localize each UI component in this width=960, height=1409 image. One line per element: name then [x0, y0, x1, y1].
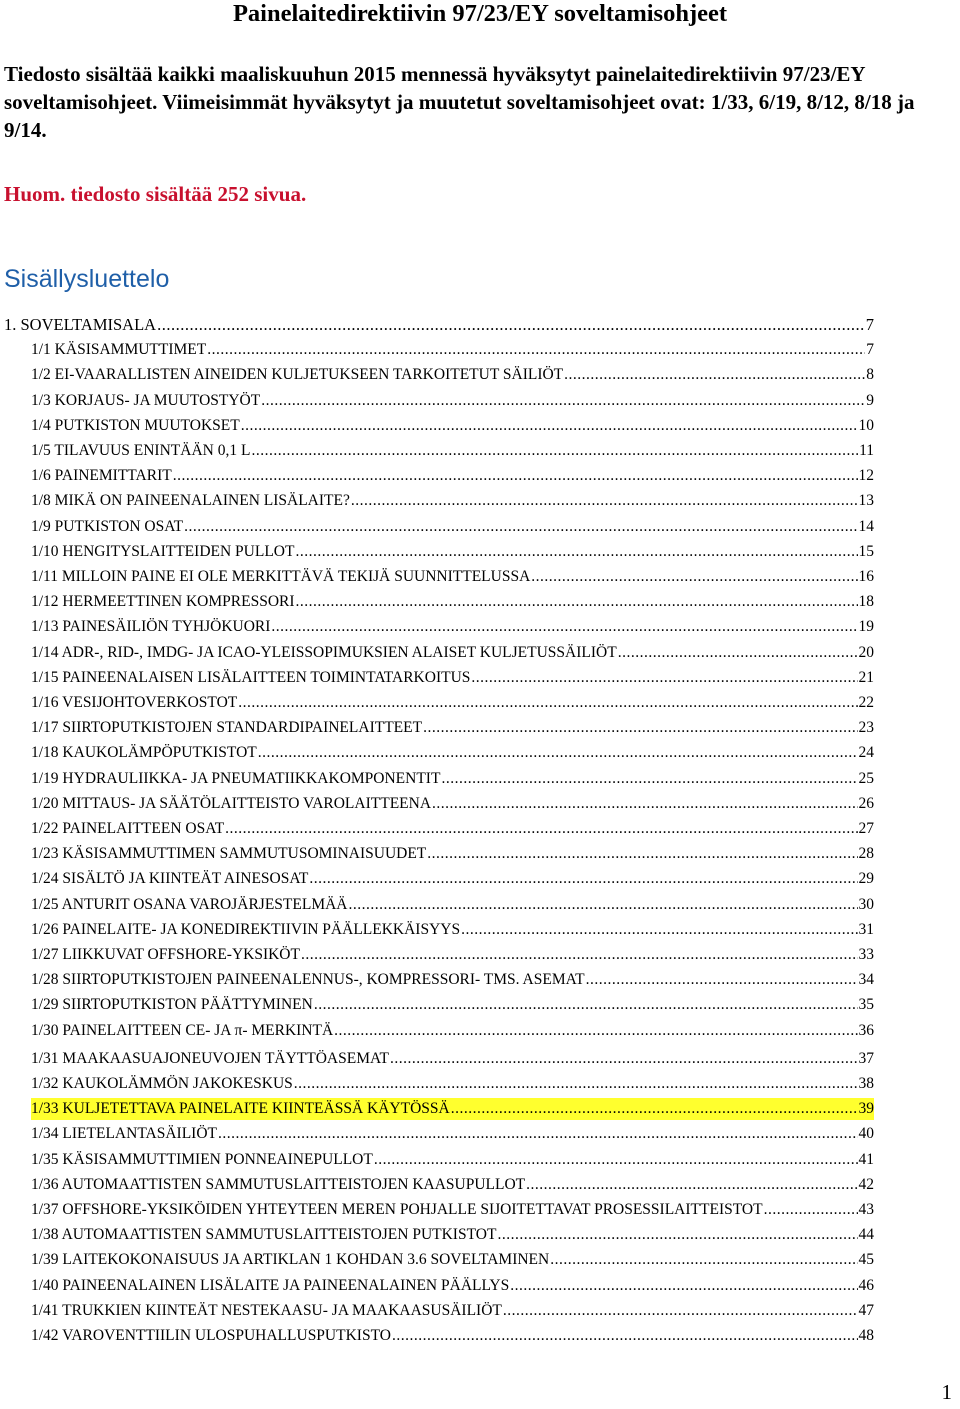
- toc-leader-dots: [451, 1098, 858, 1120]
- toc-entry-page: 23: [858, 719, 874, 737]
- toc-entry[interactable]: [31, 1224, 874, 1246]
- toc-entry[interactable]: [31, 364, 874, 386]
- toc-entry-label: 1/25 ANTURIT OSANA VAROJÄRJESTELMÄÄ: [31, 895, 348, 913]
- toc-leader-dots: [471, 667, 857, 689]
- toc-leader-dots: [427, 843, 857, 865]
- toc-entry-label: 1/3 KORJAUS- JA MUUTOSTYÖT: [31, 391, 261, 409]
- toc-leader-dots: [207, 339, 865, 361]
- toc-leader-dots: [295, 541, 857, 563]
- toc-entry-page: 42: [858, 1175, 874, 1193]
- toc-leader-dots: [526, 1174, 857, 1196]
- toc-entry-label: 1/13 PAINESÄILIÖN TYHJÖKUORI: [31, 618, 271, 636]
- toc-entry-label: 1/41 TRUKKIEN KIINTEÄT NESTEKAASU- JA MAAKAASUSÄILIÖT: [31, 1301, 502, 1319]
- toc-leader-dots: [618, 642, 858, 664]
- toc-entry-label: 1/17 SIIRTOPUTKISTOJEN STANDARDIPAINELAITTEET: [31, 719, 423, 737]
- toc-entry[interactable]: [31, 717, 874, 739]
- toc-entry[interactable]: [31, 1123, 874, 1145]
- toc-leader-dots: [334, 1020, 857, 1042]
- toc-entry-label: 1/40 PAINEENALAINEN LISÄLAITE JA PAINEENALAINEN PÄÄLLYS: [31, 1276, 510, 1294]
- toc-entry[interactable]: [31, 742, 874, 764]
- toc-entry-page: 18: [858, 593, 874, 611]
- toc-leader-dots: [173, 465, 858, 487]
- page-number: 1: [941, 1380, 952, 1404]
- toc-entry-page: 46: [858, 1276, 874, 1294]
- toc-entry-page: 43: [858, 1201, 874, 1218]
- toc-leader-dots: [432, 793, 857, 815]
- toc-entry-label: 1/18 KAUKOLÄMPÖPUTKISTOT: [31, 744, 257, 762]
- toc-entry[interactable]: [31, 768, 874, 790]
- toc-entry[interactable]: [31, 1098, 874, 1120]
- toc-entry-label: 1/28 SIIRTOPUTKISTOJEN PAINEENALENNUS-, KOMPRESSORI- TMS. ASEMAT: [31, 971, 585, 989]
- toc-entry-label: 1/39 LAITEKOKONAISUUS JA ARTIKLAN 1 KOHDAN 3.6 SOVELTAMINEN: [31, 1251, 550, 1269]
- document-title: Painelaitedirektiivin 97/23/EY soveltamisohjeet: [232, 0, 728, 27]
- toc-entry-label: 1/32 KAUKOLÄMMÖN JAKOKESKUS: [31, 1075, 293, 1092]
- toc-entry[interactable]: [31, 1020, 874, 1042]
- toc-entry[interactable]: [31, 566, 874, 588]
- toc-entry-page: 35: [858, 996, 874, 1014]
- toc-entry-page: 25: [858, 769, 874, 787]
- toc-leader-dots: [238, 692, 857, 714]
- toc-leader-dots: [423, 717, 857, 739]
- toc-entry-page: 15: [858, 542, 874, 560]
- toc-leader-dots: [157, 314, 865, 336]
- toc-leader-dots: [349, 894, 858, 916]
- toc-entry-label: 1/24 SISÄLTÖ JA KIINTEÄT AINESOSAT: [31, 870, 309, 888]
- toc-entry[interactable]: [31, 667, 874, 689]
- toc-entry-page: 31: [858, 920, 874, 938]
- toc-entry-page: 20: [858, 643, 874, 661]
- toc-entry[interactable]: [31, 793, 874, 815]
- toc-leader-dots: [309, 868, 857, 890]
- toc-entry-label: 1/35 KÄSISAMMUTTIMIEN PONNEAINEPULLOT: [31, 1150, 373, 1168]
- toc-entry-label: 1/29 SIIRTOPUTKISTON PÄÄTTYMINEN: [31, 996, 313, 1014]
- toc-entry-label: 1/42 VAROVENTTIILIN ULOSPUHALLUSPUTKISTO: [31, 1327, 391, 1344]
- toc-entry[interactable]: [31, 1275, 874, 1297]
- toc-entry[interactable]: [31, 1149, 874, 1171]
- toc-entry-label: 1/16 VESIJOHTOVERKOSTOT: [31, 694, 238, 711]
- toc-leader-dots: [301, 944, 858, 966]
- toc-entry-page: 34: [858, 971, 874, 989]
- toc-leader-dots: [531, 566, 857, 588]
- toc-entry-label: 1/37 OFFSHORE-YKSIKÖIDEN YHTEYTEEN MEREN POHJALLE SIJOITETTAVAT PROSESSILAITTEISTOT: [31, 1201, 763, 1218]
- toc-entry-label: 1/5 TILAVUUS ENINTÄÄN 0,1 L: [31, 442, 251, 459]
- toc-entry-page: 10: [858, 416, 874, 434]
- toc-entry-label: 1/12 HERMEETTINEN KOMPRESSORI: [31, 593, 295, 611]
- toc-entry-page: 26: [858, 794, 874, 812]
- toc-entry-page: 9: [866, 391, 874, 409]
- toc-entry-page: 11: [859, 442, 874, 459]
- toc-entry-page: 36: [858, 1021, 874, 1039]
- toc-leader-dots: [374, 1149, 858, 1171]
- toc-entry-page: 29: [858, 870, 874, 888]
- toc-leader-dots: [258, 742, 858, 764]
- toc-leader-dots: [510, 1275, 857, 1297]
- toc-entry-page: 13: [858, 492, 874, 510]
- toc-entry[interactable]: [31, 1325, 874, 1347]
- toc-entry-label: 1/4 PUTKISTON MUUTOKSET: [31, 416, 240, 434]
- toc-leader-dots: [271, 616, 857, 638]
- intro-paragraph: Tiedosto sisältää kaikki maaliskuuhun 2015 mennessä hyväksytyt painelaitedirektiivin 97/23/EY soveltamisohjeet. Viimeisimmät hyväksytyt ja muutetut soveltamisohjeet ovat: 1/33, 6/19, 8/12, 8/18 ja 9/14.: [4, 62, 915, 142]
- toc-leader-dots: [441, 768, 857, 790]
- toc-entry[interactable]: [31, 944, 874, 966]
- toc-entry-page: 37: [858, 1049, 874, 1067]
- toc-entry[interactable]: [31, 1174, 874, 1196]
- toc-entry-label: 1/1 KÄSISAMMUTTIMET: [31, 341, 207, 359]
- toc-entry[interactable]: [31, 616, 874, 638]
- toc-entry[interactable]: [31, 440, 874, 462]
- toc-leader-dots: [503, 1300, 858, 1322]
- toc-entry[interactable]: [31, 692, 874, 714]
- toc-leader-dots: [497, 1224, 857, 1246]
- toc-entry-page: 48: [858, 1327, 874, 1344]
- toc-heading: Sisällysluettelo: [4, 265, 170, 293]
- toc-entry-label: 1/22 PAINELAITTEEN OSAT: [31, 820, 225, 837]
- toc-entry-label: 1/8 MIKÄ ON PAINEENALAINEN LISÄLAITE?: [31, 492, 350, 510]
- toc-entry-page: 30: [858, 895, 874, 913]
- toc-entry-page: 8: [866, 366, 874, 384]
- toc-entry[interactable]: [31, 591, 874, 613]
- toc-entry-page: 44: [858, 1226, 874, 1244]
- toc-entry[interactable]: [31, 1073, 874, 1095]
- toc-entry-label: 1/38 AUTOMAATTISTEN SAMMUTUSLAITTEISTOJEN PUTKISTOT: [31, 1226, 497, 1244]
- toc-entry-page: 40: [858, 1125, 874, 1143]
- toc-entry-label: 1/34 LIETELANTASÄILIÖT: [31, 1125, 218, 1143]
- toc-entry-label: 1/10 HENGITYSLAITTEIDEN PULLOT: [31, 542, 295, 560]
- toc-leader-dots: [184, 516, 857, 538]
- toc-entry-page: 47: [858, 1301, 874, 1319]
- toc-entry-page: 16: [858, 568, 874, 585]
- toc-entry-page: 45: [858, 1251, 874, 1269]
- toc-entry[interactable]: [31, 339, 874, 361]
- toc-entry-label: 1/20 MITTAUS- JA SÄÄTÖLAITTEISTO VAROLAITTEENA: [31, 794, 432, 812]
- toc-entry-label: 1/19 HYDRAULIIKKA- JA PNEUMATIIKKAKOMPONENTIT: [31, 769, 441, 787]
- toc-entry-label: 1/2 EI-VAARALLISTEN AINEIDEN KULJETUKSEEN TARKOITETUT SÄILIÖT: [31, 366, 564, 384]
- page-count-note: Huom. tiedosto sisältää 252 sivua.: [4, 182, 307, 206]
- toc-leader-dots: [241, 415, 858, 437]
- toc-leader-dots: [764, 1199, 858, 1221]
- toc-entry-page: 41: [858, 1150, 874, 1168]
- toc-entry[interactable]: [31, 465, 874, 487]
- toc-leader-dots: [261, 390, 865, 412]
- toc-leader-dots: [550, 1249, 857, 1271]
- toc-entry-label: 1/23 KÄSISAMMUTTIMEN SAMMUTUSOMINAISUUDET: [31, 845, 427, 863]
- toc-entry[interactable]: [31, 516, 874, 538]
- toc-entry-page: 22: [858, 694, 874, 711]
- toc-entry-page: 28: [858, 845, 874, 863]
- toc-entry-label: 1. SOVELTAMISALA: [4, 315, 157, 334]
- toc-entry-page: 12: [858, 467, 874, 485]
- toc-entry-page: 24: [858, 744, 874, 762]
- toc-leader-dots: [586, 969, 858, 991]
- toc-entry-label: 1/36 AUTOMAATTISTEN SAMMUTUSLAITTEISTOJEN KAASUPULLOT: [31, 1175, 526, 1193]
- toc-entry[interactable]: [31, 919, 874, 941]
- toc-leader-dots: [296, 591, 858, 613]
- toc-leader-dots: [251, 440, 858, 462]
- toc-entry-page: 7: [865, 315, 874, 334]
- toc-leader-dots: [390, 1048, 858, 1070]
- toc-leader-dots: [314, 994, 858, 1016]
- toc-leader-dots: [392, 1325, 858, 1347]
- toc-entry-page: 14: [858, 517, 874, 535]
- toc-entry[interactable]: [31, 894, 874, 916]
- toc-entry-label: 1/9 PUTKISTON OSAT: [31, 517, 184, 535]
- toc-entry-label: 1/27 LIIKKUVAT OFFSHORE-YKSIKÖT: [31, 946, 300, 963]
- toc-leader-dots: [461, 919, 857, 941]
- toc-entry[interactable]: [31, 415, 874, 437]
- toc-entry-page: 7: [866, 341, 874, 359]
- toc-entry-label: 1/6 PAINEMITTARIT: [31, 467, 172, 485]
- toc-entry-page: 21: [858, 668, 874, 686]
- toc-entry[interactable]: [31, 994, 874, 1016]
- toc-entry-page: 39: [858, 1100, 874, 1118]
- toc-entry-label: 1/33 KULJETETTAVA PAINELAITE KIINTEÄSSÄ KÄYTÖSSÄ: [31, 1100, 450, 1118]
- toc-entry[interactable]: [31, 642, 874, 664]
- toc-entry[interactable]: [31, 541, 874, 563]
- toc-entry[interactable]: [31, 868, 874, 890]
- toc-entry-label: 1/31 MAAKAASUAJONEUVOJEN TÄYTTÖASEMAT: [31, 1049, 389, 1067]
- toc-entry-label: 1/26 PAINELAITE- JA KONEDIREKTIIVIN PÄÄLLEKKÄISYYS: [31, 920, 461, 938]
- toc-leader-dots: [351, 490, 858, 512]
- toc-entry[interactable]: [31, 1048, 874, 1070]
- toc-leader-dots: [218, 1123, 857, 1145]
- toc-entry[interactable]: [4, 314, 874, 336]
- toc-entry-page: 27: [858, 820, 874, 837]
- toc-entry-label: 1/14 ADR-, RID-, IMDG- JA ICAO-YLEISSOPIMUKSIEN ALAISET KULJETUSSÄILIÖT: [31, 643, 617, 661]
- toc-entry-label: 1/11 MILLOIN PAINE EI OLE MERKITTÄVÄ TEKIJÄ SUUNNITTELUSSA: [31, 568, 531, 585]
- toc-entry[interactable]: [31, 1300, 874, 1322]
- toc-entry[interactable]: [31, 1249, 874, 1271]
- toc-entry[interactable]: [31, 818, 874, 840]
- toc-entry[interactable]: [31, 1199, 874, 1221]
- toc-entry-label: 1/30 PAINELAITTEEN CE- JA π- MERKINTÄ: [31, 1021, 334, 1039]
- toc-entry[interactable]: [31, 843, 874, 865]
- toc-leader-dots: [225, 818, 857, 840]
- toc-entry[interactable]: [31, 390, 874, 412]
- toc-entry-page: 33: [858, 946, 874, 963]
- toc-entry-page: 19: [858, 618, 874, 636]
- toc-entry[interactable]: [31, 490, 874, 512]
- toc-entry-page: 38: [858, 1075, 874, 1092]
- toc-leader-dots: [564, 364, 865, 386]
- toc-entry[interactable]: [31, 969, 874, 991]
- toc-entry-label: 1/15 PAINEENALAISEN LISÄLAITTEEN TOIMINTATARKOITUS: [31, 668, 471, 686]
- toc-leader-dots: [294, 1073, 858, 1095]
